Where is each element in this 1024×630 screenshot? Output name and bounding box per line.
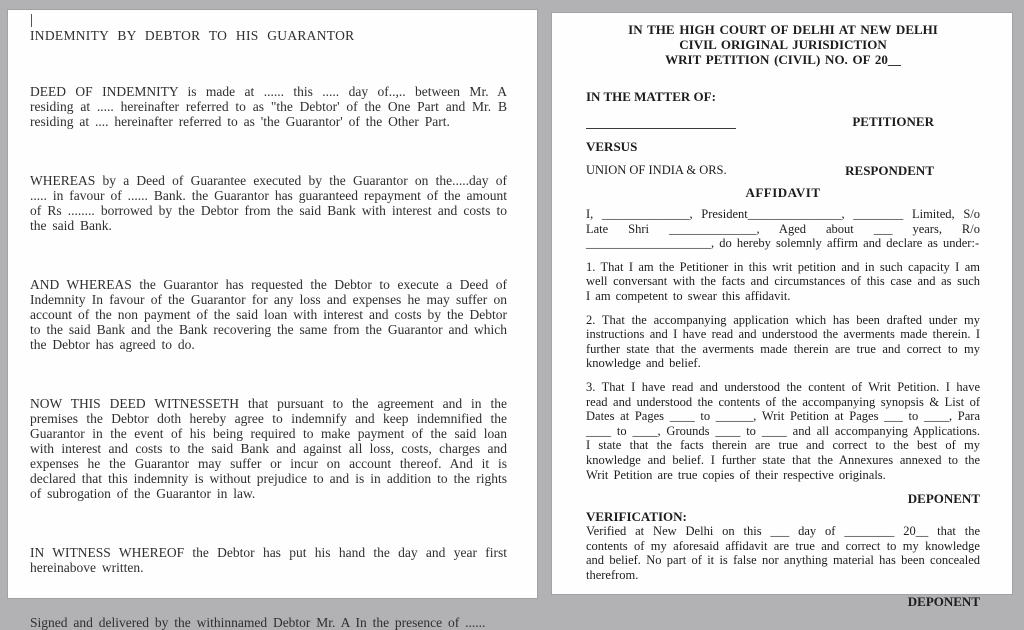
paragraph-deed-of-indemnity: DEED OF INDEMNITY is made at ...... this ..... day of..,.. between Mr. A residing at ..... hereinafter referred to as "the Debtor' of the One Part and Mr. B residing at .... hereinafter referred to as 'the Guarantor' of the Other Part. xyxy=(30,84,507,129)
petitioner-name-blank xyxy=(586,115,736,129)
jurisdiction-line: CIVIL ORIGINAL JURISDICTION xyxy=(679,37,887,52)
paragraph-witnesseth: NOW THIS DEED WITNESSETH that pursuant to the agreement and in the premises the Debtor doth hereby agree to indemnify and keep indemnified the Guarantor in the event of his being required to make payment of the said loan with interest and costs to the said Bank and against all loss, costs, charges and expenses he the Guarantor may suffer or incur on account thereof. And it is declared that this indemnity is without prejudice to and is in addition to the rights of subrogation of the Guarantor in law. xyxy=(30,396,507,501)
deponent-label-final: DEPONENT xyxy=(907,594,980,610)
affidavit-clause-1: 1. That I am the Petitioner in this writ petition and in such capacity I am well conversant with the facts and circumstances of this case and as such I am competent to swear this affidavit. xyxy=(586,259,980,303)
court-name: IN THE HIGH COURT OF DELHI AT NEW DELHI xyxy=(628,22,938,37)
deponent-label: DEPONENT xyxy=(907,491,980,507)
left-page-title: INDEMNITY BY DEBTOR TO HIS GUARANTOR xyxy=(30,28,355,43)
petitioner-row xyxy=(586,114,980,129)
verification-title: VERIFICATION: xyxy=(586,509,687,525)
verification-text: Verified at New Delhi on this ___ day of ________ 20__ that the contents of my aforesaid affidavit are true and correct to my knowledge and belief. No part of it is false nor anything material has been concealed therefrom. xyxy=(586,524,980,582)
paragraph-in-witness: IN WITNESS WHEREOF the Debtor has put his hand the day and year first hereinabove written. xyxy=(30,545,507,575)
affidavit-clause-2: 2. That the accompanying application which has been drafted under my instructions and I have read and understood the averments made therein. I further state that the averments made therein are true and correct to my knowledge and belief. xyxy=(586,312,980,371)
versus-label: VERSUS xyxy=(586,139,638,154)
respondent-label: RESPONDENT xyxy=(845,163,934,178)
affidavit-title: AFFIDAVIT xyxy=(745,185,821,200)
left-page xyxy=(8,10,537,630)
right-page xyxy=(552,13,1012,610)
paragraph-and-whereas: AND WHEREAS the Guarantor has requested the Debtor to execute a Deed of Indemnity In favour of the Guarantor for any loss and expenses he may suffer on account of the non payment of the said loan with interest and costs by the Debtor to the said Bank and the Bank recovering the same from the Guarantor and which the Debtor has agreed to do. xyxy=(30,277,507,352)
matter-of-label: IN THE MATTER OF: xyxy=(586,89,716,104)
petitioner-label: PETITIONER xyxy=(852,114,934,129)
respondent-name: UNION OF INDIA & ORS. xyxy=(586,163,727,177)
respondent-row xyxy=(586,163,980,178)
petition-number-line: WRIT PETITION (CIVIL) NO. OF 20__ xyxy=(665,52,901,67)
paragraph-whereas: WHEREAS by a Deed of Guarantee executed by the Guarantor on the.....day of ..... in favour of ...... Bank. the Guarantor has guaranteed repayment of the amount of Rs ........ borrowed by the Debtor from the said Bank with interest and costs to the said Bank. xyxy=(30,173,507,233)
text-cursor[interactable]: | xyxy=(30,12,34,28)
affidavit-intro: I, ______________, President_______________, ________ Limited, S/o Late Shri ______________, Aged about ___ years, R/o ____________________, do hereby solemnly affirm and declare as under:- xyxy=(586,207,980,251)
paragraph-signed-delivered: Signed and delivered by the withinnamed Debtor Mr. A In the presence of ...... xyxy=(30,615,486,630)
affidavit-clause-3: 3. That I have read and understood the content of Writ Petition. I have read and understood the contents of the accompanying synopsis & List of Dates at Pages ____ to ______, Writ Petition at Pages ___ to ____, Para ____ to ____, Grounds ____ to ____ and all accompanying Applications. I state that the facts therein are true and correct to the best of my knowledge and belief. I further state that the Annexures annexed to the Writ Petition are true copies of their respective originals. xyxy=(586,379,980,482)
court-header xyxy=(586,22,980,67)
